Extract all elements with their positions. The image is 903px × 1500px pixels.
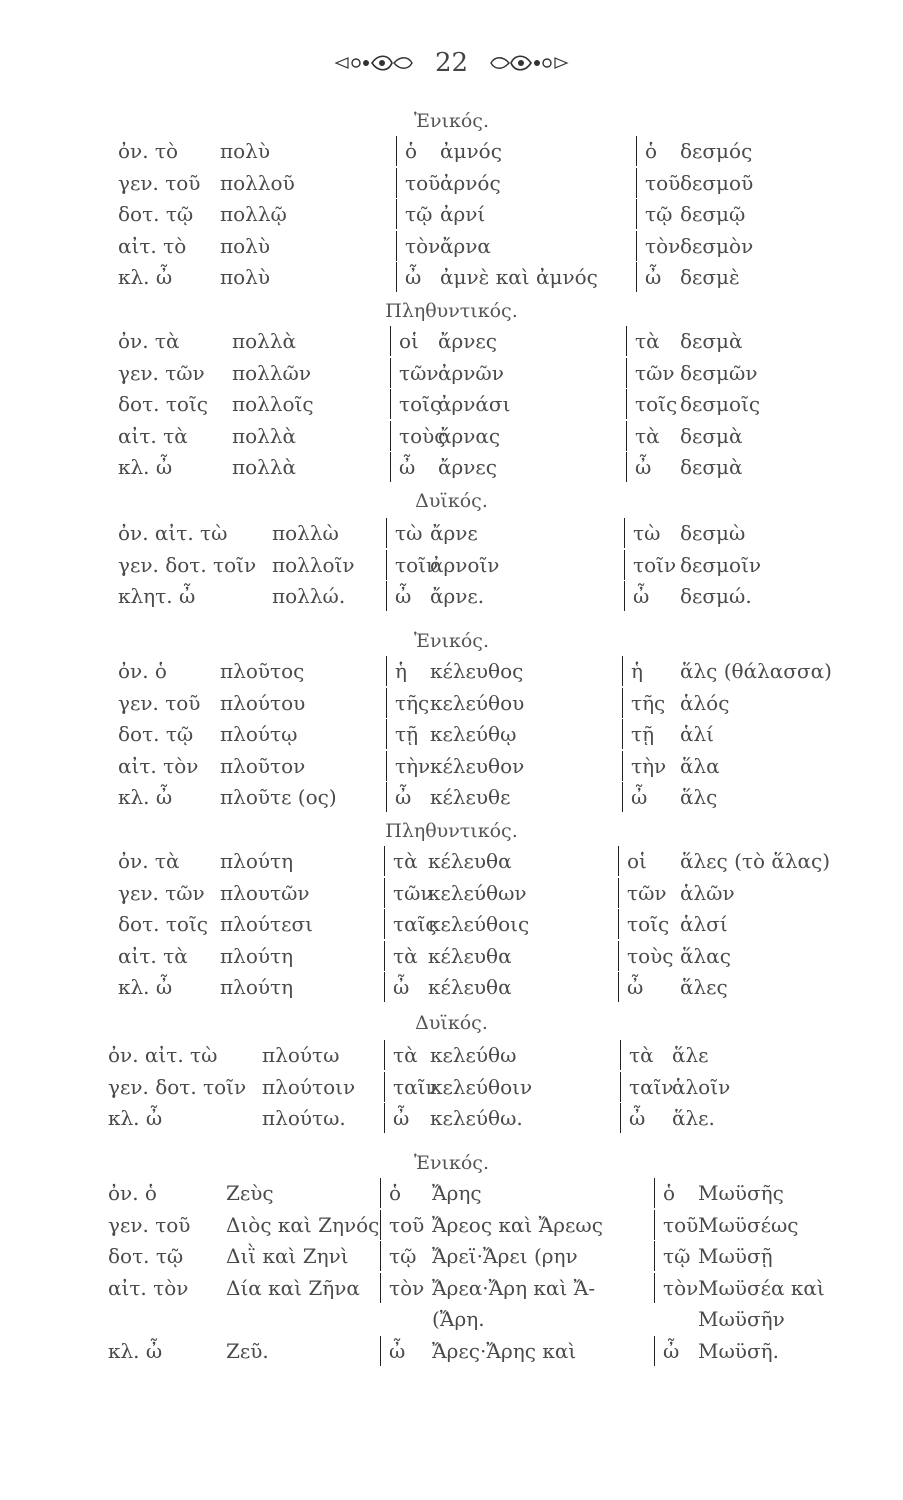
noun-form: πλοῦτον bbox=[220, 753, 306, 778]
noun-form: ἄρνε. bbox=[430, 584, 485, 608]
noun-form: κελεύθω bbox=[430, 1043, 517, 1067]
noun-form: πλούτεσι bbox=[220, 912, 313, 936]
noun-form: πλουτῶν bbox=[220, 880, 310, 905]
noun-form: ἁλῶν bbox=[680, 880, 735, 905]
noun-form: πλούτῳ bbox=[220, 722, 298, 746]
case-article: τὼ bbox=[386, 518, 429, 548]
table-row bbox=[0, 1072, 903, 1102]
case-article: τὸν bbox=[636, 231, 679, 261]
case-article: οἱ bbox=[390, 326, 437, 356]
table-row bbox=[0, 581, 903, 611]
noun-form: ἀρνάσι bbox=[438, 392, 511, 416]
table-row bbox=[0, 688, 903, 718]
table-row bbox=[0, 1178, 903, 1208]
noun-form: πολλοῖν bbox=[272, 552, 355, 577]
noun-form: Διὸς καὶ Ζηνός bbox=[226, 1212, 380, 1237]
noun-form: δεσμοῖς bbox=[680, 392, 761, 416]
case-article: ὦ bbox=[390, 452, 437, 482]
case-article: γεν. τοῦ bbox=[108, 1212, 191, 1237]
case-article: τοῖς bbox=[618, 909, 679, 939]
noun-form: ἅλε bbox=[672, 1043, 709, 1067]
table-row bbox=[0, 1304, 903, 1334]
noun-form: Μωϋσέως bbox=[698, 1212, 799, 1237]
case-article: κλ. ὦ bbox=[108, 1338, 163, 1363]
case-article: τὸν bbox=[380, 1273, 431, 1303]
noun-form: κελεύθου bbox=[430, 690, 525, 715]
table-row bbox=[0, 326, 903, 356]
case-article: τοὺς bbox=[618, 941, 679, 971]
case-article: τὸν bbox=[654, 1273, 697, 1303]
noun-form: πλούτου bbox=[220, 690, 306, 715]
case-article: τῶν bbox=[618, 878, 679, 908]
case-article: τοῖν bbox=[386, 550, 429, 580]
case-article: ὦ bbox=[654, 1336, 697, 1366]
noun-form: δεσμῶν bbox=[680, 360, 758, 385]
table-row bbox=[0, 452, 903, 482]
noun-form: κέλευθος bbox=[430, 659, 524, 683]
noun-form: δεσμοῖν bbox=[680, 552, 762, 577]
noun-form: ἀμνός bbox=[440, 139, 502, 163]
case-article: ὀν. τὸ bbox=[118, 139, 179, 163]
noun-form: ἅλς bbox=[680, 785, 718, 809]
noun-form: ἄρνες bbox=[438, 329, 497, 353]
noun-form: πολὺ bbox=[220, 139, 271, 163]
noun-form: πλοῦτε (ος) bbox=[220, 785, 337, 809]
case-article: τὰ bbox=[626, 326, 679, 356]
table-row bbox=[0, 389, 903, 419]
table-row bbox=[0, 199, 903, 229]
case-article: ὁ bbox=[380, 1178, 431, 1208]
left-ornament-icon bbox=[334, 52, 416, 74]
section-heading: Δυϊκός. bbox=[415, 1012, 488, 1034]
table-row bbox=[0, 136, 903, 166]
noun-form: δεσμὰ bbox=[680, 329, 743, 353]
table-row bbox=[0, 909, 903, 939]
noun-form: ἅλες bbox=[680, 975, 728, 999]
case-article: ὁ bbox=[396, 136, 439, 166]
case-article: ἡ bbox=[622, 656, 679, 686]
section-heading: Πληθυντικός. bbox=[385, 820, 518, 842]
case-article: αἰτ. τὸν bbox=[118, 753, 199, 778]
noun-form: Μωϋσῇ bbox=[698, 1244, 773, 1268]
noun-form: Μωϋσῆς bbox=[698, 1181, 784, 1205]
case-article: τῷ bbox=[380, 1241, 431, 1271]
case-article: ὀν. τὰ bbox=[118, 849, 180, 873]
noun-form: ἅλες (τὸ ἅλας) bbox=[680, 849, 831, 873]
table-row bbox=[0, 1040, 903, 1070]
case-article: τῷ bbox=[654, 1241, 697, 1271]
section-heading: Δυϊκός. bbox=[415, 490, 488, 512]
noun-form: Ἄρης bbox=[432, 1181, 482, 1205]
case-article: αἰτ. τὰ bbox=[118, 943, 188, 968]
case-article: δοτ. τῷ bbox=[108, 1244, 184, 1268]
case-article: ὦ bbox=[626, 452, 679, 482]
case-article: κλητ. ὦ bbox=[118, 584, 196, 608]
noun-form: πολλὰ bbox=[232, 423, 297, 448]
case-article: τὰ bbox=[384, 846, 427, 876]
case-article: αἰτ. τὰ bbox=[118, 423, 188, 448]
noun-form: δεσμός bbox=[680, 139, 753, 163]
case-article: τοῦ bbox=[636, 168, 679, 198]
noun-form: Ἄρεα·Ἄρη καὶ Ἄ- bbox=[432, 1275, 596, 1300]
case-article: τοῦ bbox=[396, 168, 439, 198]
noun-form: ἅλς (θάλασσα) bbox=[680, 659, 832, 683]
case-article: τοῖς bbox=[390, 389, 437, 419]
noun-form: δεσμὰ bbox=[680, 423, 743, 448]
case-article: τὼ bbox=[624, 518, 679, 548]
section-heading: Ἑνικός. bbox=[414, 1152, 489, 1174]
noun-form: Ἄρες·Ἄρης καὶ bbox=[432, 1338, 577, 1363]
table-row bbox=[0, 231, 903, 261]
noun-form: δεσμοῦ bbox=[680, 170, 754, 195]
noun-form: Ἄρεος καὶ Ἄρεως bbox=[432, 1212, 603, 1237]
case-article: ὁ bbox=[636, 136, 679, 166]
table-row bbox=[0, 1210, 903, 1240]
case-article: κλ. ὦ bbox=[118, 265, 173, 289]
case-article: τοὺς bbox=[390, 421, 437, 451]
case-article: ὦ bbox=[624, 581, 679, 611]
noun-form: πλούτη bbox=[220, 975, 294, 999]
case-article: τὰ bbox=[620, 1040, 671, 1070]
table-row bbox=[0, 782, 903, 812]
case-article: ὀν. τὰ bbox=[118, 329, 180, 353]
noun-form: πολλοῦ bbox=[220, 170, 295, 195]
noun-form: πλούτη bbox=[220, 943, 294, 968]
case-article: τὰ bbox=[384, 941, 427, 971]
case-article: οἱ bbox=[618, 846, 679, 876]
noun-form: Ζεὺς bbox=[226, 1181, 274, 1205]
noun-form: Μωϋσέα καὶ bbox=[698, 1275, 825, 1300]
noun-form: ἄρνας bbox=[438, 423, 501, 448]
case-article: τὴν bbox=[386, 751, 429, 781]
section-heading: Ἑνικός. bbox=[414, 110, 489, 132]
noun-form: κελεύθῳ bbox=[430, 722, 517, 746]
case-article: τοῖν bbox=[624, 550, 679, 580]
noun-form: πολλὼ bbox=[272, 521, 339, 545]
case-article: ὁ bbox=[654, 1178, 697, 1208]
noun-form: ἁλοῖν bbox=[672, 1074, 731, 1099]
noun-form: κελεύθοις bbox=[428, 912, 530, 936]
noun-form: πλοῦτος bbox=[220, 659, 305, 683]
noun-form: δεσμὰ bbox=[680, 455, 743, 479]
noun-form: ἅλα bbox=[680, 753, 720, 778]
case-article: τῆς bbox=[622, 688, 679, 718]
noun-form: δεσμὸν bbox=[680, 233, 754, 258]
case-article: ὦ bbox=[384, 1103, 429, 1133]
noun-form: πλούτοιν bbox=[262, 1074, 356, 1099]
table-row bbox=[0, 719, 903, 749]
table-row bbox=[0, 518, 903, 548]
case-article: τὰ bbox=[626, 421, 679, 451]
noun-form: πλούτη bbox=[220, 849, 294, 873]
case-article: τὸν bbox=[396, 231, 439, 261]
case-article: ὦ bbox=[620, 1103, 671, 1133]
case-article: ὦ bbox=[384, 972, 427, 1002]
noun-form: πολλὰ bbox=[232, 329, 297, 353]
case-article: κλ. ὦ bbox=[118, 975, 173, 999]
table-row bbox=[0, 878, 903, 908]
case-article: γεν. δοτ. τοῖν bbox=[118, 552, 257, 577]
noun-form: δεσμὼ bbox=[680, 521, 746, 545]
noun-form: κελεύθων bbox=[428, 880, 527, 905]
case-article: τῷ bbox=[396, 199, 439, 229]
table-row bbox=[0, 421, 903, 451]
noun-form: πλούτω. bbox=[262, 1106, 346, 1130]
table-row bbox=[0, 550, 903, 580]
right-ornament-icon bbox=[487, 52, 569, 74]
case-article: τῶν bbox=[384, 878, 427, 908]
noun-form: δεσμὲ bbox=[680, 265, 740, 289]
case-article: ὀν. αἰτ. τὼ bbox=[108, 1043, 218, 1067]
case-article: γεν. τῶν bbox=[118, 360, 205, 385]
case-article: τῶν bbox=[626, 358, 679, 388]
case-article: ταῖν bbox=[384, 1072, 429, 1102]
case-article: γεν. τοῦ bbox=[118, 690, 201, 715]
case-article: ὀν. ὁ bbox=[108, 1181, 157, 1205]
noun-form: πολὺ bbox=[220, 233, 271, 258]
table-row bbox=[0, 262, 903, 292]
case-article: δοτ. τοῖς bbox=[118, 392, 209, 416]
noun-form: Μωϋσῆ. bbox=[698, 1338, 779, 1363]
table-row bbox=[0, 972, 903, 1002]
case-article: δοτ. τοῖς bbox=[118, 912, 209, 936]
case-article: κλ. ὦ bbox=[118, 785, 173, 809]
page-header bbox=[0, 48, 903, 78]
case-article: γεν. τῶν bbox=[118, 880, 205, 905]
noun-form: ἄρνες bbox=[438, 455, 497, 479]
case-article: δοτ. τῷ bbox=[118, 202, 194, 226]
case-article: αἰτ. τὸ bbox=[118, 233, 187, 258]
case-article: ὦ bbox=[622, 782, 679, 812]
case-article: τοῦ bbox=[654, 1210, 697, 1240]
noun-form: κέλευθα bbox=[428, 975, 512, 999]
noun-form: Μωϋσῆν bbox=[698, 1307, 785, 1331]
noun-form: κελεύθοιν bbox=[430, 1074, 533, 1099]
noun-form: πολλῷ bbox=[220, 202, 287, 226]
case-article: κλ. ὦ bbox=[108, 1106, 163, 1130]
case-article: κλ. ὦ bbox=[118, 455, 173, 479]
case-article: ὀν. ὁ bbox=[118, 659, 167, 683]
case-article: ὦ bbox=[380, 1336, 431, 1366]
case-article: ὦ bbox=[386, 782, 429, 812]
case-article: ταῖς bbox=[384, 909, 427, 939]
noun-form: ἄρνα bbox=[440, 233, 491, 258]
noun-form: ἀρνός bbox=[440, 170, 501, 195]
case-article: τῇ bbox=[622, 719, 679, 749]
case-article: τοῖς bbox=[626, 389, 679, 419]
case-article: δοτ. τῷ bbox=[118, 722, 194, 746]
section-heading: Ἑνικός. bbox=[414, 630, 489, 652]
noun-form: ἁλσί bbox=[680, 912, 728, 936]
table-row bbox=[0, 1273, 903, 1303]
noun-form: Ἄρεϊ·Ἄρει (ρην bbox=[432, 1244, 578, 1268]
case-article: ὦ bbox=[618, 972, 679, 1002]
case-article: ὦ bbox=[386, 581, 429, 611]
noun-form: ἄρνε bbox=[430, 521, 478, 545]
case-article: ὀν. αἰτ. τὼ bbox=[118, 521, 228, 545]
noun-form: δεσμώ. bbox=[680, 584, 752, 608]
noun-form: ἀρνί bbox=[440, 202, 486, 226]
noun-form: κέλευθε bbox=[430, 785, 511, 809]
table-row bbox=[0, 751, 903, 781]
noun-form: ἅλας bbox=[680, 943, 731, 968]
noun-form: πολλὰ bbox=[232, 455, 297, 479]
noun-form: κέλευθα bbox=[428, 849, 512, 873]
noun-form: πολλοῖς bbox=[232, 392, 314, 416]
table-row bbox=[0, 846, 903, 876]
case-article: ὦ bbox=[396, 262, 439, 292]
noun-form: κέλευθα bbox=[428, 943, 512, 968]
noun-form: ἀμνὲ καὶ ἀμνός bbox=[440, 265, 598, 289]
case-article: ταῖν bbox=[620, 1072, 671, 1102]
noun-form: πολὺ bbox=[220, 265, 271, 289]
case-article: ὦ bbox=[636, 262, 679, 292]
noun-form: πλούτω bbox=[262, 1043, 340, 1067]
section-heading: Πληθυντικός. bbox=[385, 300, 518, 322]
case-article: τῆς bbox=[386, 688, 429, 718]
noun-form: δεσμῷ bbox=[680, 202, 746, 226]
case-article: ἡ bbox=[386, 656, 429, 686]
noun-form: Ζεῦ. bbox=[226, 1338, 269, 1363]
table-row bbox=[0, 358, 903, 388]
case-article: γεν. τοῦ bbox=[118, 170, 201, 195]
case-article: τὴν bbox=[622, 751, 679, 781]
noun-form: κέλευθον bbox=[430, 753, 525, 778]
noun-form: ἁλός bbox=[680, 690, 730, 715]
noun-form: πολλῶν bbox=[232, 360, 312, 385]
table-row bbox=[0, 168, 903, 198]
table-row bbox=[0, 1103, 903, 1133]
noun-form: ἁλί bbox=[680, 722, 715, 746]
noun-form: Διῒ καὶ Ζηνὶ bbox=[226, 1244, 349, 1268]
case-article: τῇ bbox=[386, 719, 429, 749]
noun-form: πολλώ. bbox=[272, 584, 346, 608]
noun-form: ἀρνῶν bbox=[438, 360, 504, 385]
table-row bbox=[0, 656, 903, 686]
noun-form: κελεύθω. bbox=[430, 1106, 523, 1130]
case-article: αἰτ. τὸν bbox=[108, 1275, 189, 1300]
noun-form: ἀρνοῖν bbox=[430, 552, 500, 577]
case-article: τὰ bbox=[384, 1040, 429, 1070]
case-article: τῷ bbox=[636, 199, 679, 229]
noun-form: (Ἄρη. bbox=[432, 1307, 485, 1331]
table-row bbox=[0, 1241, 903, 1271]
table-row bbox=[0, 1336, 903, 1366]
table-row bbox=[0, 941, 903, 971]
case-article: τῶν bbox=[390, 358, 437, 388]
page-number: 22 bbox=[434, 48, 469, 78]
case-article: γεν. δοτ. τοῖν bbox=[108, 1074, 247, 1099]
case-article: τοῦ bbox=[380, 1210, 431, 1240]
noun-form: ἅλε. bbox=[672, 1106, 715, 1130]
noun-form: Δία καὶ Ζῆνα bbox=[226, 1275, 360, 1300]
